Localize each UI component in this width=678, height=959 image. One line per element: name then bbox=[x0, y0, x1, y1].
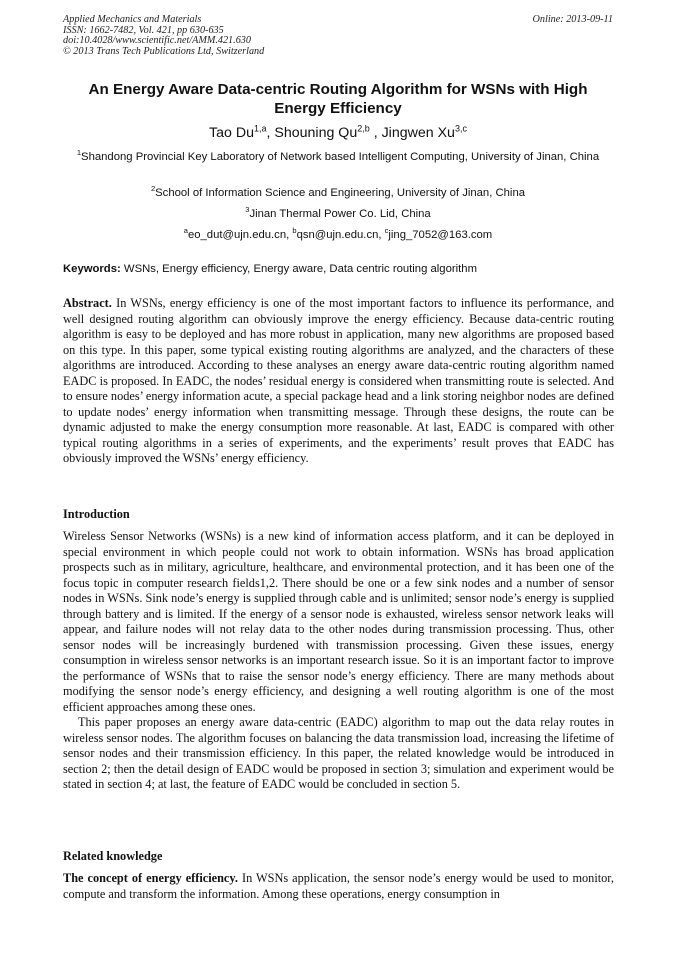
affiliation-text: Jinan Thermal Power Co. Lid, China bbox=[249, 208, 431, 220]
paragraph-lead: The concept of energy efficiency. bbox=[63, 871, 238, 885]
keywords bbox=[63, 262, 615, 276]
affiliation-text: Shandong Provincial Key Laboratory of Network based Intelligent Computing, University of Jinan, China bbox=[81, 151, 600, 163]
keywords-label: Keywords: bbox=[63, 263, 121, 275]
email-text: jing_7052@163.com bbox=[388, 229, 493, 241]
related-body bbox=[63, 871, 614, 902]
doi-line: doi:10.4028/www.scientific.net/AMM.421.630 bbox=[63, 35, 251, 47]
email-text: qsn@ujn.edu.cn, bbox=[296, 229, 385, 241]
affiliation-2 bbox=[63, 186, 613, 200]
abstract-text: In WSNs, energy efficiency is one of the most important factors to influence its performance, and well designed routing algorithm can obviously improve the energy efficiency. Because data-centric routing algorithm is easy to be deployed and has more robust in application, many new algorithms are proposed based on this type. In this paper, some typical existing routing algorithms are analyzed, and the characters of these algorithms are introduced. According to these analyses an energy aware data-centric routing algorithm named EADC is proposed. In EADC, the nodes’ residual energy is considered when transmitting route is selected. And to ensure nodes’ energy information acute, a special package head and a link storing neighbor nodes are defined to update nodes’ energy information when transmitting message. Through these designs, the route can be dynamic adjusted to make the energy consumption more reasonable. At last, EADC is compared with other typical routing algorithms in a series of experiments, and the experiments’ result proves that EADC has obviously improved the WSNs’ energy efficiency. bbox=[63, 296, 614, 465]
section-heading-introduction: Introduction bbox=[63, 507, 130, 521]
journal-name: Applied Mechanics and Materials bbox=[63, 14, 202, 25]
affiliation-text: School of Information Science and Engineering, University of Jinan, China bbox=[155, 187, 526, 199]
section-heading-related: Related knowledge bbox=[63, 849, 163, 863]
paragraph: This paper proposes an energy aware data-centric (EADC) algorithm to map out the data relay routes in wireless sensor nodes. The algorithm focuses on balancing the data transmission load, increasing the lifetime of sensor nodes and their transmission efficiency. In this paper, the related knowledge would be introduced in section 2; then the detail design of EADC would be proposed in section 3; simulation and experiment would be stated in section 4; at last, the feature of EADC would be concluded in section 5. bbox=[63, 715, 614, 791]
affiliation-sup: 3 bbox=[245, 205, 250, 215]
author-sep: , bbox=[266, 125, 275, 141]
issn-line: ISSN: 1662-7482, Vol. 421, pp 630-635 bbox=[63, 24, 224, 36]
affiliation-sup: 2 bbox=[150, 184, 156, 194]
email-sup: a bbox=[183, 226, 188, 236]
affiliation-sup: 1 bbox=[76, 148, 82, 158]
email-text: eo_dut@ujn.edu.cn, bbox=[187, 229, 293, 241]
paragraph bbox=[63, 871, 614, 902]
author-sup: 1,a bbox=[254, 123, 267, 134]
author-name: Tao Du bbox=[209, 125, 254, 141]
author-sep: , bbox=[369, 125, 382, 141]
author-emails bbox=[63, 228, 613, 242]
author-name: Shouning Qu bbox=[274, 125, 358, 141]
author-list bbox=[63, 124, 613, 142]
introduction-body bbox=[63, 529, 614, 793]
journal-header bbox=[63, 15, 463, 57]
author-sup: 3,c bbox=[454, 123, 467, 134]
email-sup: b bbox=[292, 226, 297, 236]
paper-title: An Energy Aware Data-centric Routing Algorithm for WSNs with High Energy Efficiency bbox=[88, 81, 588, 117]
affiliation-1 bbox=[63, 150, 613, 164]
paragraph: Wireless Sensor Networks (WSNs) is a new kind of information access platform, and it can be deployed in special environment in which people could not work to obtain information. WSNs has broad application prospects such as in military, agriculture, healthcare, and environmental protection, and it has been one of the focus topic in computer research fields1,2. There should be one or a few sink nodes and a number of sensor nodes in WSNs. Sink node’s energy is supplied through cable and is unlimited; sensor node’s energy is supplied through battery and is limited. If the energy of a sensor node is exhausted, wireless sensor network leaks will appear, and failure nodes will not relay data to the other nodes during transmission processing. Thus, other sensor nodes will be increasingly burdened with transmission processing. Given these issues, energy consumption in wireless sensor networks is an important research issue. So it is an important factor to improve the performance of WSNs that to raise the sensor node’s energy efficiency. There are many methods about modifying the sensor node’s energy efficiency, and designing a well routing algorithm is one of the most efficient approaches among these ones. bbox=[63, 529, 614, 714]
affiliation-3 bbox=[63, 207, 613, 221]
keywords-text: WSNs, Energy efficiency, Energy aware, Data centric routing algorithm bbox=[120, 263, 477, 275]
abstract bbox=[63, 296, 614, 467]
paragraph-text: In WSNs application, the sensor node’s energy would be used to monitor, compute and transform the information. Among these operations, energy consumption in bbox=[63, 871, 614, 901]
author-sup: 2,b bbox=[357, 123, 370, 134]
online-date: Online: 2013-09-11 bbox=[532, 14, 613, 25]
email-sup: c bbox=[384, 226, 389, 236]
abstract-label: Abstract. bbox=[63, 296, 112, 310]
author-name: Jingwen Xu bbox=[381, 125, 455, 141]
copyright-line: © 2013 Trans Tech Publications Ltd, Switzerland bbox=[63, 45, 265, 57]
